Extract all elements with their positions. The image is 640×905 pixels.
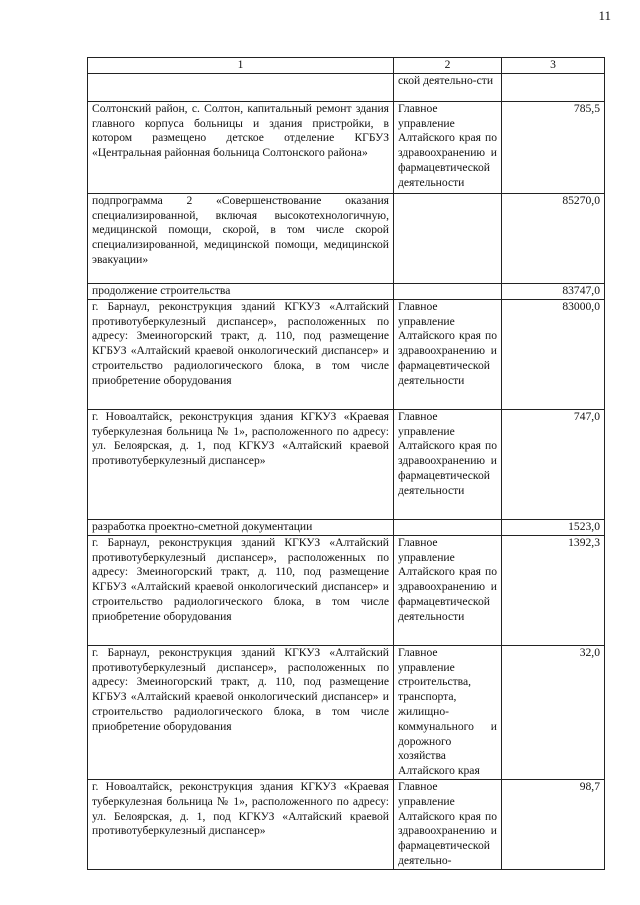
page-number: 11	[598, 8, 611, 23]
row-amount: 32,0	[502, 645, 605, 779]
row-amount: 785,5	[502, 101, 605, 193]
header-row	[88, 58, 605, 74]
table-row	[88, 101, 605, 193]
table-row	[88, 645, 605, 779]
row-description: г. Барнаул, реконструкция зданий КГКУЗ «Алтайский противотуберкулезный диспансер», расположенных по адресу: Змеиногорский тракт, д. 110, под размещение КГБУЗ «Алтайский краевой онкологический диспансер» и строительство радиологического блока, в том числе приобретение оборудования	[88, 645, 394, 779]
table-row	[88, 779, 605, 869]
table-row	[88, 73, 605, 101]
row-description: г. Новоалтайск, реконструкция здания КГКУЗ «Краевая туберкулезная больница № 1», расположенного по адресу: ул. Белоярская, д. 1, под КГКУЗ «Алтайский краевой противотуберкулезный диспансер»	[88, 409, 394, 519]
table-row	[88, 409, 605, 519]
header-cell-1: 1	[88, 58, 394, 74]
row-responsible	[394, 283, 502, 299]
row-responsible: Главное управление Алтайского края по здравоохранению и фармацевтической деятельности	[394, 101, 502, 193]
row-responsible: Главное управление Алтайского края по здравоохранению и фармацевтической деятельности	[394, 409, 502, 519]
row-responsible	[394, 519, 502, 535]
row-description: подпрограмма 2 «Совершенствование оказания специализированной, включая высокотехнологичную, медицинской помощи, скорой, в том числе скорой специализированной, медицинской помощи, медицинской эвакуации»	[88, 193, 394, 283]
row-description: г. Новоалтайск, реконструкция здания КГКУЗ «Краевая туберкулезная больница № 1», расположенного по адресу: ул. Белоярская, д. 1, под КГКУЗ «Алтайский краевой противотуберкулезный диспансер»	[88, 779, 394, 869]
row-description	[88, 73, 394, 101]
row-responsible: Главное управление строительства, транспорта, жилищно-коммунального и дорожного хозяйства Алтайского края	[394, 645, 502, 779]
row-responsible	[394, 193, 502, 283]
table-row	[88, 519, 605, 535]
row-description: продолжение строительства	[88, 283, 394, 299]
program-table	[87, 57, 605, 870]
table-row	[88, 299, 605, 409]
row-amount: 83747,0	[502, 283, 605, 299]
row-description: г. Барнаул, реконструкция зданий КГКУЗ «Алтайский противотуберкулезный диспансер», расположенных по адресу: Змеиногорский тракт, д. 110, под размещение КГБУЗ «Алтайский краевой онкологический диспансер» и строительство радиологического блока, в том числе приобретение оборудования	[88, 299, 394, 409]
row-amount: 83000,0	[502, 299, 605, 409]
row-amount: 747,0	[502, 409, 605, 519]
row-amount: 98,7	[502, 779, 605, 869]
table-row	[88, 193, 605, 283]
row-responsible: Главное управление Алтайского края по здравоохранению и фармацевтической деятельности	[394, 299, 502, 409]
row-responsible: Главное управление Алтайского края по здравоохранению и фармацевтической деятельно-	[394, 779, 502, 869]
row-amount: 1523,0	[502, 519, 605, 535]
row-description: разработка проектно-сметной документации	[88, 519, 394, 535]
row-description: Солтонский район, с. Солтон, капитальный ремонт здания главного корпуса больницы и здания пристройки, в котором размещено детское отделение КГБУЗ «Центральная районная больница Солтонского района»	[88, 101, 394, 193]
row-responsible: Главное управление Алтайского края по здравоохранению и фармацевтической деятельности	[394, 535, 502, 645]
table-row	[88, 283, 605, 299]
row-responsible: ской деятельно-сти	[394, 73, 502, 101]
header-cell-2: 2	[394, 58, 502, 74]
row-amount: 1392,3	[502, 535, 605, 645]
row-amount: 85270,0	[502, 193, 605, 283]
table-row	[88, 535, 605, 645]
header-cell-3: 3	[502, 58, 605, 74]
row-amount	[502, 73, 605, 101]
row-description: г. Барнаул, реконструкция зданий КГКУЗ «Алтайский противотуберкулезный диспансер», расположенных по адресу: Змеиногорский тракт, д. 110, под размещение КГБУЗ «Алтайский краевой онкологический диспансер» и строительство радиологического блока, в том числе приобретение оборудования	[88, 535, 394, 645]
